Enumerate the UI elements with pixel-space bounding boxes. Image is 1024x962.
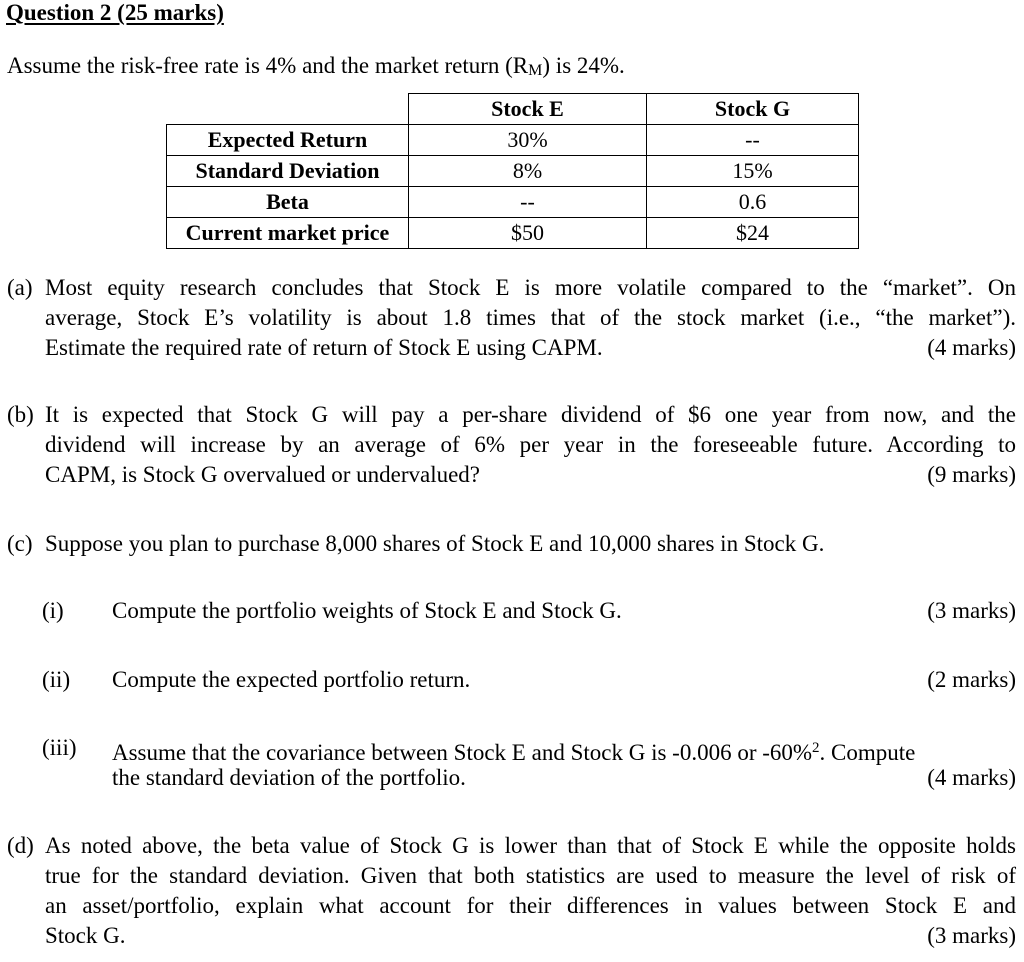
question-b-line-3 <box>7 460 1016 490</box>
row-label: Standard Deviation <box>167 156 409 187</box>
question-c-text: Suppose you plan to purchase 8,000 shares of Stock E and 10,000 shares in Stock G. <box>45 531 825 556</box>
question-b-line-1: It is expected that Stock G will pay a per-share dividend of $6 one year from now, and the <box>45 402 1016 427</box>
question-d-line-3: an asset/portfolio, explain what account for their differences in values between Stock E and <box>45 893 1016 918</box>
question-b <box>7 400 1016 490</box>
question-d-line-1: As noted above, the beta value of Stock G is lower than that of Stock E while the opposite holds <box>45 833 1016 858</box>
cell-stock-g: -- <box>647 125 859 156</box>
part-i-label: (i) <box>42 598 64 623</box>
table-row <box>167 187 859 218</box>
question-c-label: (c) <box>7 531 33 556</box>
cell-stock-e: 8% <box>409 156 647 187</box>
part-iii-text-before: Assume that the covariance between Stock E and Stock G is -0.006 or -60% <box>112 740 813 765</box>
question-b-line-2: dividend will increase by an average of 6% per year in the foreseeable future. According to <box>45 432 1016 457</box>
cell-stock-g: $24 <box>647 218 859 249</box>
intro-text <box>7 53 625 80</box>
row-label: Expected Return <box>167 125 409 156</box>
part-iii-text-after: . Compute <box>819 740 916 765</box>
table-row <box>167 156 859 187</box>
table-row <box>167 125 859 156</box>
question-a-line-1: Most equity research concludes that Stock E is more volatile compared to the “market”. On <box>45 275 1016 300</box>
part-ii-marks: (2 marks) <box>927 667 1016 692</box>
table-header-stock-g: Stock G <box>647 94 859 125</box>
part-i-text: Compute the portfolio weights of Stock E and Stock G. <box>112 598 622 623</box>
question-a-line-3 <box>7 333 1016 363</box>
intro-after: ) is 24%. <box>542 53 625 78</box>
intro-subscript: M <box>528 62 543 79</box>
cell-stock-e: $50 <box>409 218 647 249</box>
part-iii-marks: (4 marks) <box>927 765 1016 790</box>
stock-data-table <box>166 93 859 249</box>
table-header-empty <box>167 94 409 125</box>
question-d-line-4 <box>7 921 1016 951</box>
question-b-marks: (9 marks) <box>927 462 1016 487</box>
part-iii-superscript: 2 <box>812 740 820 756</box>
part-iii-line-2: the standard deviation of the portfolio. <box>112 765 466 790</box>
intro-before: Assume the risk-free rate is 4% and the market return (R <box>7 53 529 78</box>
question-title: Question 2 (25 marks) <box>6 0 224 25</box>
row-label: Current market price <box>167 218 409 249</box>
question-b-label: (b) <box>7 402 34 427</box>
question-a-label: (a) <box>7 275 33 300</box>
question-d-line-2: true for the standard deviation. Given that both statistics are used to measure the level of risk of <box>45 863 1016 888</box>
question-d-label: (d) <box>7 833 34 858</box>
table-row <box>167 218 859 249</box>
table-header-row <box>167 94 859 125</box>
question-d <box>7 831 1016 951</box>
question-a-line-2: average, Stock E’s volatility is about 1.8 times that of the stock market (i.e., “the market”). <box>45 305 1016 330</box>
part-i-marks: (3 marks) <box>927 598 1016 623</box>
question-b-line-3-text: CAPM, is Stock G overvalued or undervalued? <box>45 462 481 487</box>
part-ii-label: (ii) <box>42 667 71 692</box>
question-a-marks: (4 marks) <box>927 335 1016 360</box>
table-header-stock-e: Stock E <box>409 94 647 125</box>
question-d-marks: (3 marks) <box>927 923 1016 948</box>
part-iii-label: (iii) <box>42 735 77 760</box>
question-c <box>7 529 1016 559</box>
cell-stock-g: 15% <box>647 156 859 187</box>
part-ii-text: Compute the expected portfolio return. <box>112 667 471 692</box>
question-a-line-3-text: Estimate the required rate of return of Stock E using CAPM. <box>45 335 603 360</box>
question-a <box>7 273 1016 363</box>
question-d-line-4-text: Stock G. <box>45 923 126 948</box>
cell-stock-e: -- <box>409 187 647 218</box>
cell-stock-g: 0.6 <box>647 187 859 218</box>
cell-stock-e: 30% <box>409 125 647 156</box>
row-label: Beta <box>167 187 409 218</box>
